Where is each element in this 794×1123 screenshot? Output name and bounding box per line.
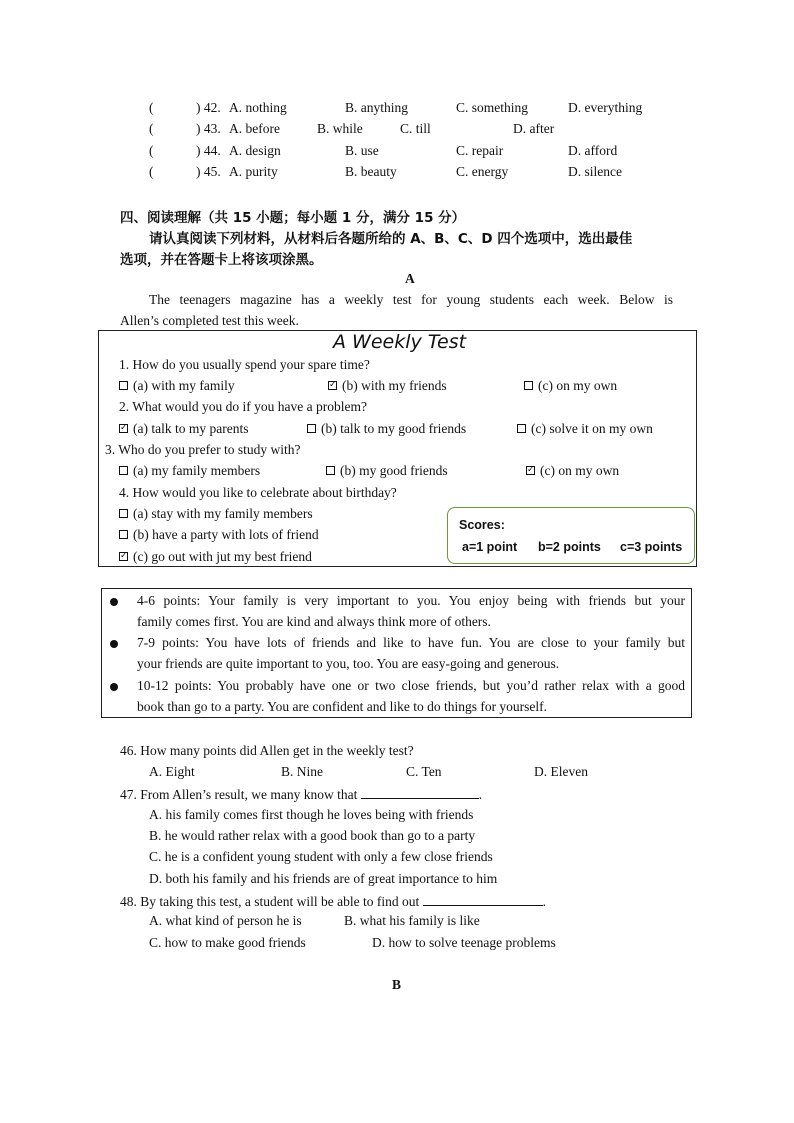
option-b: B. while	[317, 121, 363, 136]
test-question-4: 4. How would you like to celebrate about birthday?	[119, 485, 397, 500]
section-heading: 四、阅读理解（共 15 小题；每小题 1 分，满分 15 分）	[120, 210, 466, 226]
option-d: D. Eleven	[534, 764, 588, 779]
answer-blank	[361, 785, 479, 799]
option-c: C. how to make good friends	[149, 935, 306, 950]
passage-intro: The teenagers magazine has a weekly test for young students each week. Below is	[149, 292, 673, 307]
option-b: B. use	[345, 143, 379, 158]
scores-box	[447, 507, 695, 564]
passage-intro-cont: Allen’s completed test this week.	[120, 313, 299, 328]
checkbox-icon	[517, 424, 526, 433]
bullet-icon	[110, 683, 118, 691]
test-question-1: 1. How do you usually spend your spare time?	[119, 357, 370, 372]
result-7-9: 7-9 points: You have lots of friends and like to have fun. You are close to your family but	[137, 635, 685, 650]
answer-paren: (	[149, 100, 154, 115]
test-option: (b) talk to my good friends	[307, 421, 466, 437]
option-a: A. nothing	[229, 100, 287, 115]
option-c: C. repair	[456, 143, 504, 158]
option-c: C. Ten	[406, 764, 442, 779]
cloze-row-43	[0, 119, 794, 139]
test-option: ✓ (c) go out with jut my best friend	[120, 549, 312, 564]
test-question-3: 3. Who do you prefer to study with?	[105, 442, 301, 457]
checkbox-icon	[119, 530, 128, 539]
question-number: ) 44.	[196, 143, 221, 158]
checkbox-icon	[119, 381, 128, 390]
test-option: (a) stay with my family members	[119, 506, 313, 522]
checkbox-icon	[119, 509, 128, 518]
test-option: ✓ (c) on my own	[527, 463, 620, 478]
option-b: B. he would rather relax with a good book than go to a party	[149, 828, 476, 843]
scores-label: Scores:	[459, 518, 505, 532]
test-option: ✓ (a) talk to my parents	[120, 421, 249, 436]
cloze-row-44	[0, 141, 794, 161]
test-option: (b) have a party with lots of friend	[119, 527, 319, 543]
checked-checkbox-icon: ✓	[527, 465, 535, 476]
result-10-12: 10-12 points: You probably have one or two close friends, but you’d rather relax with a good	[137, 678, 685, 693]
test-option: ✓ (b) with my friends	[329, 378, 447, 393]
option-a: A. Eight	[149, 764, 195, 779]
option-c: C. till	[400, 121, 431, 136]
result-4-6: 4-6 points: Your family is very important to you. You enjoy being with friends but your	[137, 593, 685, 608]
checked-checkbox-icon: ✓	[120, 423, 128, 434]
option-a: A. purity	[229, 164, 278, 179]
question-number: ) 42.	[196, 100, 221, 115]
question-48: 48. By taking this test, a student will be able to find out .	[120, 894, 546, 909]
answer-paren: (	[149, 121, 154, 136]
question-number: ) 43.	[196, 121, 221, 136]
checked-checkbox-icon: ✓	[329, 380, 337, 391]
question-46: 46. How many points did Allen get in the weekly test?	[120, 743, 414, 758]
checkbox-icon	[307, 424, 316, 433]
option-d: D. how to solve teenage problems	[372, 935, 556, 950]
checkbox-icon	[119, 466, 128, 475]
question-47: 47. From Allen’s result, we many know that .	[120, 787, 483, 802]
option-c: C. something	[456, 100, 529, 115]
option-d: D. after	[513, 121, 555, 136]
option-b: B. Nine	[281, 764, 323, 779]
checkbox-icon	[524, 381, 533, 390]
score-b: b=2 points	[538, 540, 601, 554]
option-c: C. he is a confident young student with only a few close friends	[149, 849, 493, 864]
test-option: (c) solve it on my own	[517, 421, 653, 437]
option-a: A. what kind of person he is	[149, 913, 302, 928]
cloze-row-42	[0, 98, 794, 118]
test-option: (a) my family members	[119, 463, 260, 479]
test-question-2: 2. What would you do if you have a problem?	[119, 399, 367, 414]
checkbox-icon	[326, 466, 335, 475]
result-4-6-cont: family comes first. You are kind and always think more of others.	[137, 614, 491, 629]
test-option: (b) my good friends	[326, 463, 448, 479]
answer-paren: (	[149, 164, 154, 179]
option-a: A. before	[229, 121, 280, 136]
checked-checkbox-icon: ✓	[120, 551, 128, 562]
option-a: A. his family comes first though he loves being with friends	[149, 807, 474, 822]
option-a: A. design	[229, 143, 281, 158]
bullet-icon	[110, 640, 118, 648]
test-title: A Weekly Test	[333, 331, 467, 353]
answer-blank	[423, 892, 543, 906]
option-c: C. energy	[456, 164, 509, 179]
result-10-12-cont: book than go to a party. You are confident and like to do things for yourself.	[137, 699, 548, 714]
section-instructions: 请认真阅读下列材料，从材料后各题所给的 A、B、C、D 四个选项中，选出最佳	[149, 231, 633, 247]
option-d: D. silence	[568, 164, 622, 179]
passage-label-a: A	[405, 271, 415, 286]
score-c: c=3 points	[620, 540, 683, 554]
question-number: ) 45.	[196, 164, 221, 179]
test-option: (a) with my family	[119, 378, 235, 394]
option-d: D. both his family and his friends are of great importance to him	[149, 871, 498, 886]
result-7-9-cont: your friends are quite important to you, too. You are easy-going and generous.	[137, 656, 560, 671]
answer-paren: (	[149, 143, 154, 158]
bullet-icon	[110, 598, 118, 606]
passage-label-b: B	[392, 977, 402, 992]
option-d: D. everything	[568, 100, 643, 115]
test-option: (c) on my own	[524, 378, 617, 394]
option-b: B. anything	[345, 100, 408, 115]
section-instructions-cont: 选项，并在答题卡上将该项涂黑。	[120, 252, 323, 268]
score-a: a=1 point	[462, 540, 518, 554]
option-b: B. what his family is like	[344, 913, 480, 928]
option-b: B. beauty	[345, 164, 397, 179]
cloze-row-45	[0, 162, 794, 182]
option-d: D. afford	[568, 143, 618, 158]
